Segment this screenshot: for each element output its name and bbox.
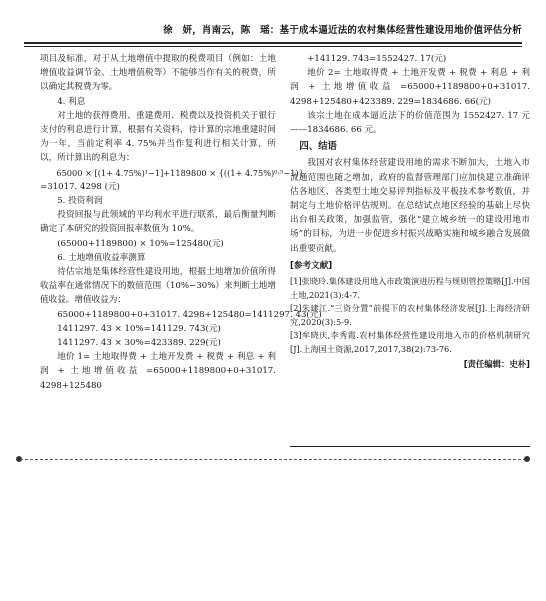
dashed-divider bbox=[20, 459, 526, 460]
right-column bbox=[290, 52, 530, 371]
formula-interest-result: =31017. 4298 (元) bbox=[40, 181, 120, 192]
paragraph-interest: 对土地的获得费用、重建费用、税费以及投资机关于银行支付的利息进行计算，根据有关资料，待计算的宗地重建时间为一年，当前定利率 4. 75%并当作复利进行相关计算，所以，所计算出的利息为： bbox=[40, 110, 276, 164]
paragraph-price1: 地价 1= 土地取得费 + 土地开发费 + 税费 + 利息 + 利润 + 土地增值收益 =65000+1189800+0+31017. 4298+125480 bbox=[40, 352, 276, 391]
formula-increment-30: 1411297. 43 × 30%=423389. 229(元) bbox=[57, 338, 221, 349]
price1-result: +141129. 743=1552427. 17(元) bbox=[307, 54, 447, 64]
formula-increment-sum: 65000+1189800+0+31017. 4298+125480=1411297. 43(元) bbox=[57, 309, 322, 320]
formula-interest: 65000 × [(1+ 4.75%)¹−1]+1189800 × {((1+ 4.75%)⁰·⁵−1)} bbox=[56, 167, 304, 178]
paragraph-profit: 投资回报与此领域的平均利水平进行联系，最后衡量判断确定了本研究的投资回报率数值为 10%。 bbox=[40, 210, 276, 235]
subheading-profit: 5. 投资利润 bbox=[57, 196, 103, 207]
running-header: 徐 妍，肖南云，陈 瑶：基于成本逼近法的农村集体经营性建设用地价值评估分析 bbox=[163, 25, 522, 36]
divider-dot-right bbox=[524, 456, 530, 462]
reference-item: [3]牟晓庆,李秀霞.农村集体经营性建设用地入市的价格机制研究[J].上海国土资源,2017,2017,38(2):73-76. bbox=[290, 330, 530, 354]
references-title: [参考文献] bbox=[290, 260, 333, 271]
header-rule bbox=[24, 42, 522, 44]
reference-item: [2]朱建江.“三资分置”前提下的农村集体经济发展[J].上海经济研究,2020(3):5-9. bbox=[290, 303, 530, 327]
header-rule-thin bbox=[24, 46, 522, 47]
paragraph-price2: 地价 2= 土地取得费 + 土地开发费 + 税费 + 利息 + 利润 + 土地增值收益 =65000+1189800+0+31017. 4298+125480+423389. 229=1834686. 66(元) bbox=[290, 68, 530, 107]
section-title-conclusion: 四、结语 bbox=[299, 141, 337, 153]
formula-profit: (65000+1189800) × 10%=125480(元) bbox=[57, 238, 224, 249]
reference-item: [1]张晓玲.集体建设用地入市政策演进历程与规则管控策略[J].中国土地,2021(3):4-7. bbox=[290, 276, 530, 300]
paragraph-tax: 项目及标准，对于从土地增值中提取的税费项目（例如：土地增值收益调节金、土地增值税等）不能够当作有关的税费，所以确定其税费为零。 bbox=[40, 54, 276, 93]
responsible-editor: [责任编辑：史朴] bbox=[463, 359, 530, 370]
paragraph-price-range: 该宗土地在成本逼近法下的价值范围为 1552427. 17 元——1834686. 66 元。 bbox=[290, 110, 530, 136]
editor-rule bbox=[290, 446, 530, 447]
paragraph-increment: 待估宗地是集体经营性建设用地，根据土地增加价值所得收益率在通常情况下的数值范围（10%−30%）来判断土地增值收益。增值收益为： bbox=[40, 267, 276, 306]
formula-increment-10: 1411297. 43 × 10%=141129. 743(元) bbox=[57, 323, 221, 334]
subheading-increment: 6. 土地增值收益率测算 bbox=[57, 252, 146, 263]
subheading-interest: 4. 利息 bbox=[57, 96, 86, 107]
paragraph-conclusion: 我国对农村集体经营建设用地的需求不断加大，土地入市流通范围也随之增加，政府的监督管理部门应加快建立准确评估各地区、各类型土地交易评判指标及平板技术参考数值，并制定与土地价格评估规则。在总结试点地区经验的基础上尽快出台相关政策，加强监管，强化“建立城乡统一的建设用地市场”的目标，为进一步促进乡村振兴战略实施和城乡融合发展做出重要贡献。 bbox=[290, 158, 530, 254]
